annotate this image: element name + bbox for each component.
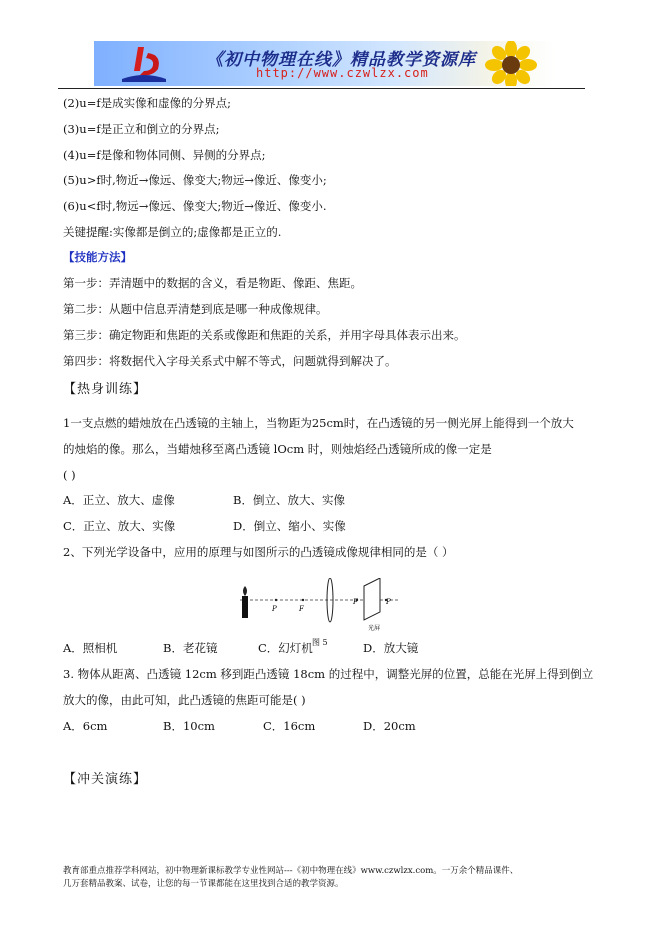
q3-option-c: C．16cm	[263, 719, 316, 733]
svg-text:F: F	[299, 605, 304, 613]
skills-heading: 【技能方法】	[63, 250, 132, 264]
header-divider	[58, 88, 585, 89]
q2-option-a: A．照相机	[63, 641, 118, 655]
page-footer	[63, 865, 603, 891]
q3-option-d: D．20cm	[363, 719, 416, 733]
q1-text: 的烛焰的像。那么，当蜡烛移至离凸透镜 lOcm 时，则烛焰经凸透镜所成的像一定是	[63, 442, 492, 456]
q1-option-b: B．倒立、放大、实像	[233, 493, 345, 507]
q3-option-a: A．6cm	[63, 719, 108, 733]
q1-option-d: D．倒立、缩小、实像	[233, 519, 346, 533]
sunflower-icon	[476, 41, 546, 86]
q2-option-d: D．放大镜	[363, 641, 419, 655]
skill-step: 第三步：确定物距和焦距的关系或像距和焦距的关系，并用字母具体表示出来。	[63, 328, 466, 342]
q1-option-c: C．正立、放大、实像	[63, 519, 176, 533]
site-url: http://www.czwlzx.com	[256, 66, 429, 80]
site-title: 《初中物理在线》精品教学资源库	[206, 50, 476, 70]
rule-line: (3)u=f是正立和倒立的分界点;	[63, 122, 220, 136]
svg-text:P: P	[386, 598, 391, 606]
footer-line: 几万套精品教案、试卷，让您的每一节课都能在这里找到合适的教学资源。	[63, 879, 344, 889]
q2-option-b: B．老花镜	[163, 641, 218, 655]
q2-text: 2、下列光学设备中，应用的原理与如图所示的凸透镜成像规律相同的是（ ）	[63, 545, 454, 559]
warmup-heading: 【热身训练】	[63, 382, 148, 397]
q1-text: 1一支点燃的蜡烛放在凸透镜的主轴上，当物距为25cm时，在凸透镜的另一侧光屏上能得到一个放大	[63, 416, 574, 430]
skill-step: 第二步：从题中信息弄清楚到底是哪一种成像规律。	[63, 302, 328, 316]
screen-icon	[364, 578, 380, 620]
q3-text: 3. 物体从距离、凸透镜 12cm 移到距凸透镜 18cm 的过程中，调整光屏的位置，总能在光屏上得到倒立	[63, 667, 594, 681]
skill-step: 第四步：将数据代入字母关系式中解不等式，问题就得到解决了。	[63, 354, 397, 368]
q2-option-c: C．幻灯机	[258, 641, 313, 655]
svg-text:F: F	[353, 598, 358, 606]
q3-option-b: B．10cm	[163, 719, 215, 733]
rule-line: (6)u<f时,物远→像远、像变大;物近→像近、像变小.	[63, 199, 327, 213]
q3-text: 放大的像，由此可知，此凸透镜的焦距可能是( )	[63, 693, 306, 707]
svg-text:P: P	[272, 605, 277, 613]
candle-icon	[242, 596, 248, 618]
q1-blank: ( )	[63, 468, 76, 482]
footer-line: 教育部重点推荐学科网站，初中物理新课标教学专业性网站---《初中物理在线》www.czwlzx.com。一万余个精品课件、	[63, 866, 519, 876]
rule-line: (5)u>f时,物近→像远、像变大;物远→像近、像变小;	[63, 173, 327, 187]
key-reminder: 关键提醒:实像都是倒立的;虚像都是正立的.	[63, 225, 282, 239]
challenge-heading: 【冲关演练】	[63, 772, 148, 787]
skill-step: 第一步：弄清题中的数据的含义，看是物距、像距、焦距。	[63, 276, 362, 290]
header-banner	[94, 41, 554, 86]
svg-text:光屏: 光屏	[368, 625, 381, 632]
rule-line: (2)u=f是成实像和虚像的分界点;	[63, 96, 231, 110]
figure-caption: 图 5	[312, 638, 328, 647]
site-logo-icon	[118, 45, 170, 83]
rule-line: (4)u=f是像和物体同侧、异侧的分界点;	[63, 148, 266, 162]
lens-diagram	[240, 578, 400, 634]
q1-option-a: A．正立、放大、虚像	[63, 493, 175, 507]
